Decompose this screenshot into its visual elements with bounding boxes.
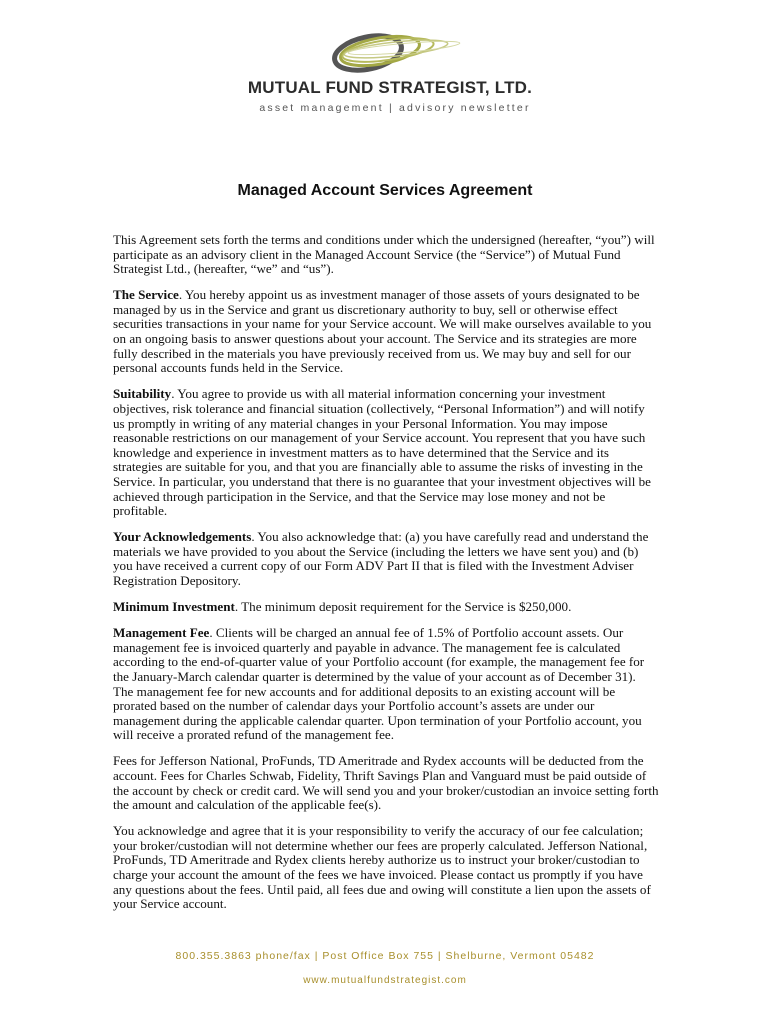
section-suitability: [113, 387, 659, 518]
section-heading: Your Acknowledgements: [113, 529, 252, 545]
section-heading: The Service: [113, 287, 179, 303]
footer-contact: 800.355.3863 phone/fax | Post Office Box 755 | Shelburne, Vermont 05482: [175, 950, 595, 962]
section-heading: Management Fee: [113, 625, 210, 641]
section-acknowledgements: [113, 530, 659, 588]
intro-paragraph: This Agreement sets forth the terms and conditions under which the undersigned (hereafter, “you”) will participate as an advisory client in the Managed Account Service (the “Service”) of Mutual Fund Strategist Ltd., (hereafter, “we” and “us”).: [113, 232, 655, 277]
verify-paragraph: You acknowledge and agree that it is your responsibility to verify the accuracy of our fee calculation; your broker/custodian will not determine whether our fees are properly calculated. Jefferson National, ProFunds, TD Ameritrade and Rydex clients hereby authorize us to instruct your broker/custodian to charge your account the amount of the fees we have invoiced. Please contact us promptly if you have any questions about the fees. Until paid, all fees due and owing will constitute a lien upon the assets of your Service account.: [113, 823, 651, 912]
section-heading: Minimum Investment: [113, 599, 235, 615]
fees-paragraph: Fees for Jefferson National, ProFunds, TD Ameritrade and Rydex accounts will be deducted from the account. Fees for Charles Schwab, Fidelity, Thrift Savings Plan and Vanguard must be paid outside of the account by check or credit card. We will send you and your broker/custodian an invoice setting forth the amount and calculation of the applicable fee(s).: [113, 753, 659, 813]
section-text: . You also acknowledge that: (a) you have carefully read and understand the materials we have provided to you about the Service (including the letters we have sent you) and (b) you have received a current copy of our Form ADV Part II that is filed with the Investment Adviser Registration Depository.: [113, 529, 649, 588]
section-service: [113, 288, 659, 376]
page-title: Managed Account Services Agreement: [237, 182, 533, 199]
company-name: MUTUAL FUND STRATEGIST, LTD.: [247, 78, 533, 97]
agreement-body: [113, 233, 659, 923]
section-text: . Clients will be charged an annual fee of 1.5% of Portfolio account assets. Our management fee is invoiced quarterly and payable in advance. The management fee is calculated according to the end-of-quarter value of your Portfolio account (for example, the management fee for the January-March calendar quarter is determined by the value of your account as of December 31). The management fee for new accounts and for additional deposits to an existing account will be prorated based on the number of calendar days your Portfolio account’s assets are under our management during the applicable calendar quarter. Upon termination of your Portfolio account, you will receive a prorated refund of the management fee.: [113, 625, 645, 743]
company-tagline: asset management | advisory newsletter: [259, 102, 531, 114]
swirl-logo-icon: [322, 28, 462, 78]
section-text: . The minimum deposit requirement for the Service is $250,000.: [234, 599, 572, 615]
footer-website: www.mutualfundstrategist.com: [303, 975, 467, 986]
section-heading: Suitability: [113, 386, 172, 402]
section-text: . You agree to provide us with all material information concerning your investment objectives, risk tolerance and financial situation (collectively, “Personal Information”) and will notify us promptly in writing of any material changes in your Personal Information. You may impose reasonable restrictions on our management of your Service account. You represent that you have such knowledge and experience in investment matters as to have determined that the Service and its strategies are suitable for you, and that you are financially able to assume the risks of investing in the Service. In particular, you understand that there is no guarantee that your investment objectives will be achieved through participation in the Service, and that the Service may lose money and not be profitable.: [113, 386, 651, 519]
section-text: . You hereby appoint us as investment manager of those assets of yours designated to be managed by us in the Service and grant us discretionary authority to buy, sell or otherwise effect securities transactions in your name for your Service account. We will make ourselves available to you on an ongoing basis to answer questions about your account. The Service and its strategies are more fully described in the materials you have previously received from us. We may buy and sell for our personal accounts funds held in the Service.: [113, 287, 652, 376]
section-management-fee: [113, 626, 659, 743]
section-minimum-investment: [113, 600, 659, 615]
